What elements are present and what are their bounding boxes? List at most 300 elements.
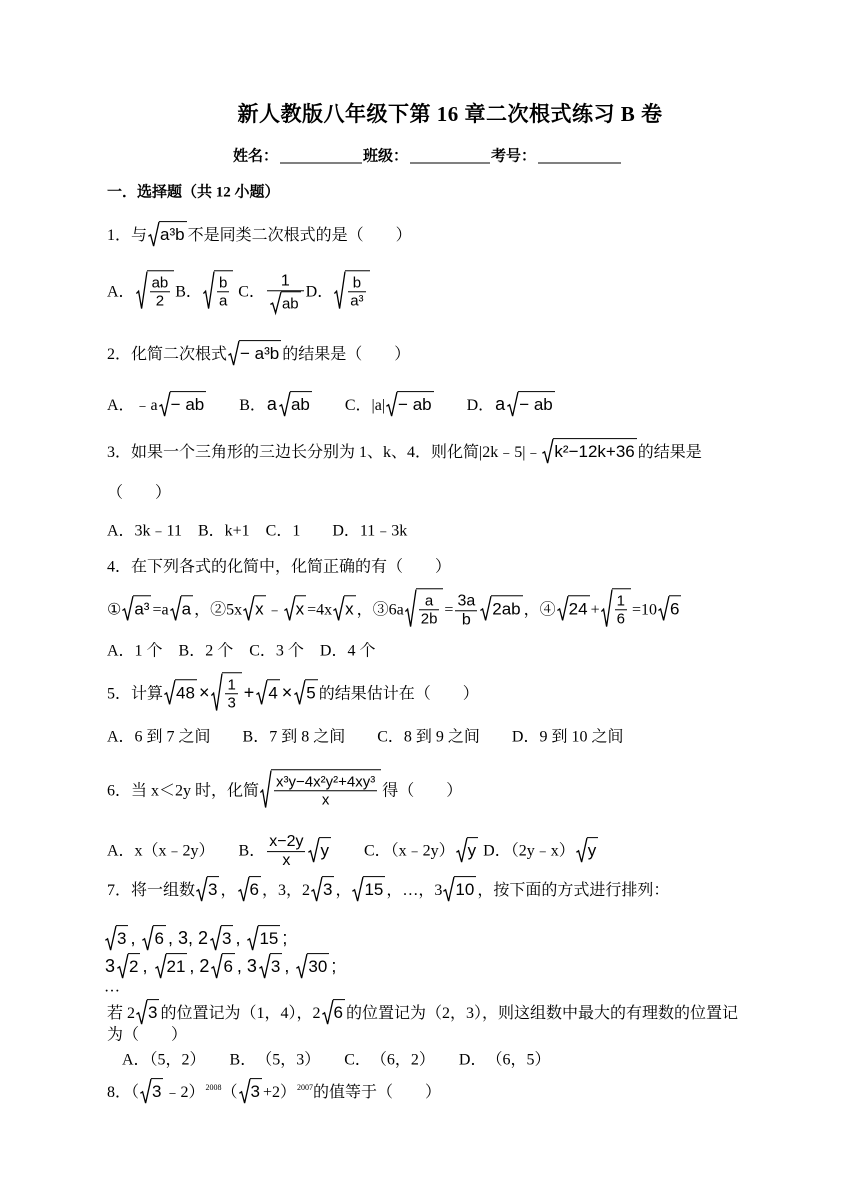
radicand [222,953,234,977]
text-run: 5 [306,683,316,703]
text-run: 若 2 [107,1005,136,1023]
math-symbol: , [235,928,246,949]
radical-sign-icon [136,999,147,1025]
text-run: A．（5，2） B． （5，3） C． （6，2） D． （6，5） [122,1051,551,1069]
text-run: D． [305,283,334,301]
radicand [290,391,312,415]
answer-options [122,1051,550,1072]
text-run: a [424,592,434,610]
math-symbol: ; [282,928,288,949]
radical-expression [211,953,234,979]
radical-sign-icon [136,270,147,310]
text-run: 4 [268,683,278,703]
radical-expression [140,1078,163,1104]
text-run: 3a [457,591,476,609]
math-symbol: a [495,394,506,415]
radical-expression [203,270,233,310]
radicand [518,391,555,415]
radical-expression [228,340,281,366]
radical-expression [386,391,434,417]
radical-sign-icon [601,588,612,628]
text-run: ﹣2） [164,1084,205,1102]
text-run: b [352,274,362,292]
text-run: 1 [280,271,290,289]
text-run: = [444,601,454,619]
text-run: x³y−4x²y²+4xy³ [276,773,376,791]
radical-sign-icon [480,596,491,622]
text-run: ，3，2 [261,882,310,900]
fraction-numerator [267,272,304,291]
radicand [491,596,522,620]
text-run: 的结果是（ ） [282,346,411,364]
text-run: ， [335,882,352,900]
radicand [281,291,301,312]
fraction-denominator [419,611,440,628]
radicand [151,1078,163,1102]
text-run: ① [107,601,122,619]
radical-sign-icon [443,876,454,902]
radical-sign-icon [196,876,207,902]
text-run: 得（ ） [382,782,463,800]
text-run: 的结果是 [637,444,702,462]
radicand [363,876,385,900]
radical-expression [308,837,331,863]
radical-expression [164,679,197,705]
text-run: A．x（x﹣2y） B． [107,842,266,860]
fraction [274,773,377,809]
answer-options [107,728,623,749]
radicand [307,953,329,977]
radical-sign-icon [164,679,175,705]
answer-options [107,522,407,543]
question-stem [107,1078,441,1104]
text-run: 2 [129,957,139,977]
radical-expression [480,596,522,622]
fraction-numerator [217,274,229,292]
fraction-numerator [455,592,477,611]
class-label: 班级： [363,148,409,165]
text-run: y [320,840,329,860]
answer-options [107,391,556,417]
radicand [116,925,128,949]
text-run: k²−12k+36 [554,442,635,462]
radical-expression [247,925,280,951]
text-run: 3 [221,929,232,949]
math-symbol: , [130,928,141,949]
text-run: y [467,840,477,860]
radicand [467,837,479,861]
text-run: 8．（ [107,1084,140,1102]
radical-expression [256,679,279,705]
radical-expression [334,270,369,310]
text-run: x−2y [269,833,304,851]
fraction-denominator [267,291,304,313]
radicand [128,953,140,977]
math-symbol: , 2 [189,956,210,977]
radical-expression [601,588,631,628]
math-symbol: 3 [105,956,116,977]
radical-sign-icon [456,837,467,863]
radicand [222,672,241,712]
radical-sign-icon [308,837,319,863]
radical-sign-icon [239,1078,250,1104]
text-run: ﹣ [266,601,283,619]
text-run: 3 [148,1003,158,1023]
fraction-denominator [267,853,305,871]
radicand [170,391,207,415]
text-run: − ab [519,395,553,415]
radicand [344,596,356,620]
radicand [568,596,590,620]
text-run: 3．如果一个三角形的三边长分别为 1、k、4．则化简|2k﹣5|﹣ [107,444,542,462]
fraction-denominator [217,293,229,310]
text-run: 不是同类二次根式的是（ ） [187,227,412,245]
radical-expression [294,679,317,705]
answer-options [107,833,599,871]
radical-expression [557,596,590,622]
text-run: 6 [154,929,164,949]
text-run: a [181,599,192,619]
radicand [221,925,233,949]
radical-expression [270,291,301,313]
radical-sign-icon [576,837,587,863]
answer-options [107,642,375,663]
text-run: =10 [631,601,657,619]
radical-expression [260,769,381,809]
fraction [267,272,304,314]
text-run: A．6 到 7 之间 B．7 到 8 之间 C．8 到 9 之间 D．9 到 10 之间 [107,728,624,746]
text-run: ， [220,882,237,900]
fraction-denominator [274,792,377,809]
radical-sign-icon [296,953,307,979]
text-run: 的结果估计在（ ） [318,685,479,703]
text-run: ，④ [523,601,556,619]
text-run: A．1 个 B．2 个 C．3 个 D．4 个 [107,642,376,660]
radical-expression [170,596,193,622]
fraction [419,592,440,628]
text-run: 3 [250,1082,260,1102]
text-run: 3 [208,880,218,900]
text-run: 6．当 x＜2y 时，化简 [107,782,260,800]
text-run: A． [107,283,135,301]
radical-expression [238,876,261,902]
text-run: x [321,791,330,809]
text-run: 1．与 [107,227,148,245]
answer-options [107,270,371,313]
radical-expression [352,876,385,902]
math-symbol: ; [331,956,337,977]
text-run: 2 [155,292,165,310]
text-run: … [104,978,120,996]
radical-expression [136,270,175,310]
text-run: 6 [223,957,233,977]
radical-sign-icon [155,953,166,979]
radicand [175,679,197,703]
radical-sign-icon [334,270,345,310]
question-line [107,484,171,505]
text-run: 6 [616,610,625,628]
radicand [345,270,369,310]
text-run: 2．化简二次根式 [107,346,228,364]
radical-expression [122,596,151,622]
fraction [455,592,477,630]
radical-expression [284,596,307,622]
text-run: =a [152,601,169,619]
radicand [454,876,476,900]
text-run: B． [207,397,266,415]
text-run: ，②5x [194,601,243,619]
text-run: 的位置记为（2，3），则这组数中最大的有理数的位置记 [345,1005,738,1023]
radical-sign-icon [259,953,270,979]
radical-expression [542,438,636,464]
radical-sign-icon [333,596,344,622]
radical-expression [507,391,555,417]
fraction [348,274,365,310]
exam-number-label: 考号： [491,148,537,165]
question-line [107,999,738,1025]
radical-sign-icon [211,953,222,979]
radicand [258,925,280,949]
text-run: 6 [333,1003,343,1023]
fraction-denominator [225,695,237,712]
text-run: y [587,840,597,860]
radical-sign-icon [117,953,128,979]
radical-expression [105,925,128,951]
radical-expression [333,596,356,622]
question-stem [107,769,462,809]
radicand [181,596,193,620]
text-run: 3 [270,957,281,977]
fraction-numerator [150,274,171,292]
question-stem [107,672,479,712]
question-stem [107,876,669,902]
text-run: − ab [170,395,205,415]
radicand [416,588,444,628]
fraction-numerator [419,592,440,610]
radical-expression [311,876,334,902]
radical-expression [117,953,140,979]
radical-sign-icon [228,340,239,366]
math-symbol: , 3, 2 [167,928,208,949]
question-stem [107,438,702,464]
name-blank [280,163,362,164]
radical-sign-icon [386,391,397,417]
text-run: （ ） [107,484,172,502]
fraction-numerator [615,592,627,610]
radical-expression [296,953,329,979]
math-symbol: a [266,394,277,415]
math-symbol: , [284,956,295,977]
radical-expression [159,391,207,417]
radical-expression [259,953,282,979]
radical-sign-icon [238,876,249,902]
exponent: 2008 [205,1083,222,1093]
radical-expression [136,999,159,1025]
fraction [225,676,237,712]
radicand [207,876,219,900]
fraction [267,833,305,871]
name-label: 姓名： [233,148,279,165]
radicand [254,596,266,620]
radical-expression [658,596,681,622]
fraction-denominator [348,293,365,310]
radical-sign-icon [159,391,170,417]
radicand [214,270,233,310]
question-line [107,588,682,629]
text-run: 21 [166,957,186,977]
radicand [295,596,307,620]
radical-sign-icon [140,1078,151,1104]
radical-expression [210,925,233,951]
text-run: − ab [398,395,432,415]
radical-expression [243,596,266,622]
text-run: 1 [227,676,236,694]
radical-expression [196,876,219,902]
text-run: 4．在下列各式的化简中，化简正确的有（ ） [107,558,452,576]
text-run: 3 [227,694,236,712]
text-run: 10 [455,880,475,900]
radical-sign-icon [122,596,133,622]
radicand [133,596,151,620]
text-run: 1 [616,592,625,610]
text-run: a³ [350,292,364,310]
text-run: ，③6a [356,601,404,619]
text-run: C．（x﹣2y） [331,842,455,860]
math-symbol: + [243,682,255,703]
text-run: =4x [307,601,333,619]
radicand [147,999,159,1023]
math-symbol: , [142,956,153,977]
page-title: 新人教版八年级下第 16 章二次根式练习 B 卷 [237,102,663,126]
radical-sign-icon [557,596,568,622]
text-run: b [218,274,228,292]
fraction-numerator [274,773,377,791]
radical-sign-icon [243,596,254,622]
text-run: ab [281,295,299,313]
question-stem [107,221,412,247]
text-run: 的值等于（ ） [313,1084,442,1102]
text-run: D．（2y﹣x） [479,842,575,860]
radical-expression [456,837,479,863]
radicand [322,876,334,900]
text-run: ，按下面的方式进行排列： [477,882,670,900]
radical-sign-icon [352,876,363,902]
text-run: x [345,599,354,619]
fraction-numerator [225,676,237,694]
text-run: 6 [249,880,259,900]
fraction-denominator [615,611,627,628]
math-symbol: , 3 [236,956,257,977]
text-run: 48 [176,683,195,703]
radical-expression [576,837,599,863]
text-run: 15 [259,929,279,949]
text-run: a [218,292,228,310]
radical-sign-icon [203,270,214,310]
radicand [270,953,282,977]
section-title: 一．选择题（共 12 小题） [107,184,280,201]
text-run: 6 [669,599,680,619]
radicand [669,596,681,620]
fraction-numerator [348,274,365,292]
radical-sign-icon [658,596,669,622]
radical-sign-icon [270,291,281,313]
radical-sign-icon [142,925,153,951]
class-blank [410,163,490,164]
text-run: ab [151,274,169,292]
text-run: 7．将一组数 [107,882,196,900]
question-line [104,925,288,951]
radical-sign-icon [542,438,553,464]
exponent: 2007 [297,1083,314,1093]
radical-sign-icon [247,925,258,951]
fraction-denominator [150,293,171,310]
fraction [217,274,229,310]
text-run: a³b [160,225,185,245]
text-run: + [590,601,600,619]
text-run: 2ab [492,599,521,619]
radical-expression [239,1078,262,1104]
text-run: ab [290,395,310,415]
text-run: 24 [568,599,588,619]
text-run: 30 [308,957,328,977]
radicand [612,588,631,628]
fraction [615,592,627,628]
text-run: ，…，3 [386,882,443,900]
question-line [107,1026,187,1047]
radical-sign-icon [322,999,333,1025]
radicand [153,925,165,949]
radical-sign-icon [311,876,322,902]
text-run: A．﹣a [107,397,158,415]
question-stem [107,558,451,579]
text-run: 3 [152,1082,162,1102]
text-run: − a³b [240,344,280,364]
text-run: 5．计算 [107,685,164,703]
radical-sign-icon [105,925,116,951]
radical-sign-icon [284,596,295,622]
text-run: 为（ ） [107,1026,188,1044]
radicand [159,221,187,245]
radicand [553,438,636,462]
text-run: C． [234,283,265,301]
text-run: a³ [134,599,150,619]
radicand [147,270,175,310]
radical-sign-icon [279,391,290,417]
radical-expression [211,672,241,712]
question-line [104,978,120,999]
exam-number-blank [538,163,621,164]
radicand [239,340,281,364]
radical-sign-icon [507,391,518,417]
radicand [305,679,317,703]
text-run: （ [221,1084,238,1102]
fraction-numerator [267,833,305,852]
radical-expression [322,999,345,1025]
text-run: 的位置记为（1，4），2 [160,1005,321,1023]
radical-expression [148,221,187,247]
radical-sign-icon [294,679,305,705]
radical-expression [405,588,444,628]
radical-expression [279,391,312,417]
text-run: 15 [364,880,384,900]
text-run: +2） [262,1084,297,1102]
math-symbol: × [281,682,293,703]
text-run: x [255,599,264,619]
radicand [271,769,381,809]
text-run: A．3k﹣11 B．k+1 C．1 D．11﹣3k [107,522,408,540]
student-info-line [233,145,622,166]
radicand [397,391,434,415]
